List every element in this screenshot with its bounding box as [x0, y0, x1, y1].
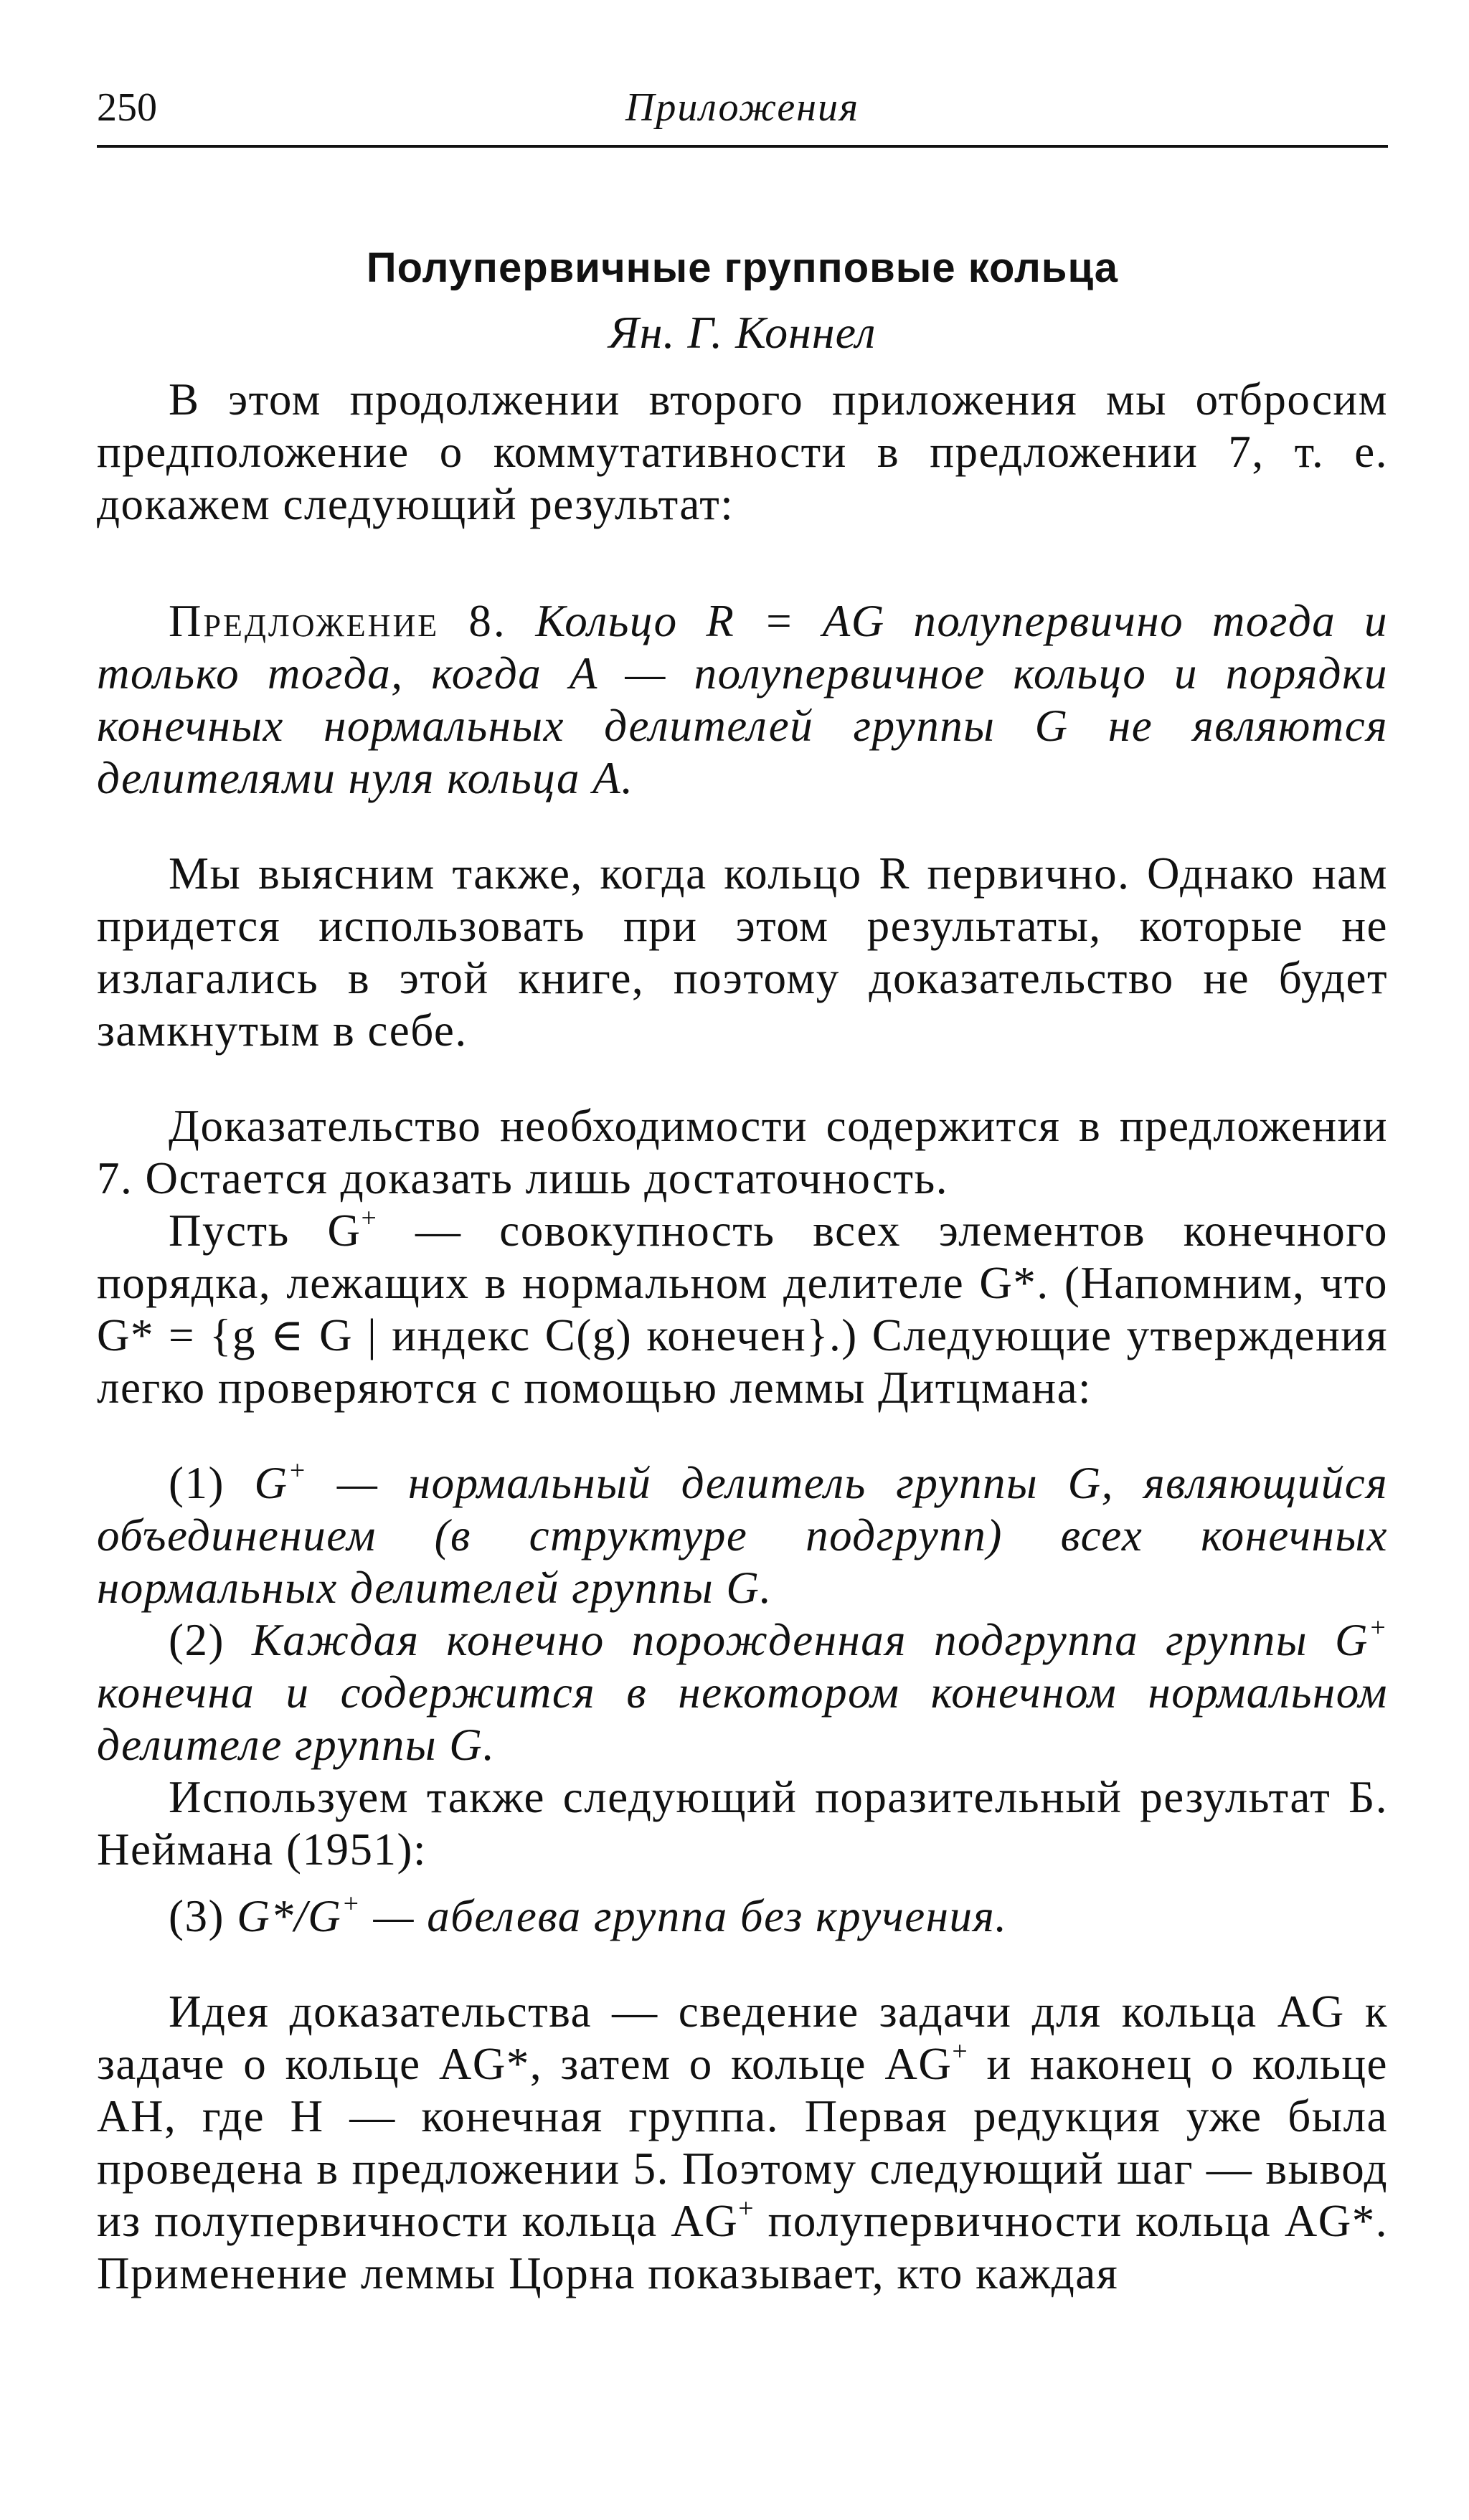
proof-idea-part-2: и наконец о кольце AH, где H — конечная группа. Первая редукция уже была проведена в предложении 5. Поэтому следующий шаг — вывод из полупервичности кольца AG [97, 2039, 1389, 2246]
superscript-plus: + [361, 1203, 378, 1233]
section-author: Ян. Г. Коннел [608, 307, 877, 358]
statement-2-start: Каждая конечно порожденная подгруппа группы G [251, 1615, 1369, 1665]
paragraph-prime: Мы выясним также, когда кольцо R первично. Однако нам придется использовать при этом результаты, которые не излагались в этой книге, поэтому доказательство не будет замкнутым в себе. [97, 848, 1388, 1056]
superscript-plus: + [952, 2036, 969, 2067]
paragraph-definition-start: Пусть G [169, 1205, 362, 1256]
paragraph-proof-idea [97, 1986, 1388, 2300]
section-title: Полупервичные групповые кольца [366, 245, 1119, 291]
proposition-label: Предложение 8. [169, 596, 507, 646]
superscript-plus: + [738, 2193, 755, 2224]
running-head [97, 79, 1388, 143]
statement-3 [97, 1890, 1388, 1943]
statement-1 [97, 1457, 1388, 1614]
proposition-statement: Кольцо R = AG полупервично тогда и только тогда, когда A — полупервичное кольцо и порядки конечных нормальных делителей группы G не являются делителями нуля кольца A. [97, 596, 1389, 803]
proof-idea-part-1: Идея доказательства — сведение задачи для кольца AG к задаче о кольце AG*, затем о кольце AG [97, 1986, 1388, 2089]
paragraph-intro: В этом продолжении второго приложения мы отбросим предположение о коммутативности в предложении 7, т. е. докажем следующий результат: [97, 374, 1388, 529]
statement-3-label: (3) [169, 1891, 237, 1941]
book-page [97, 79, 1388, 2445]
superscript-plus: + [288, 1455, 308, 1486]
proposition-8 [97, 595, 1388, 805]
paragraph-definition [97, 1205, 1388, 1414]
statement-2 [97, 1614, 1388, 1771]
statement-1-start: G [254, 1458, 288, 1508]
statement-1-rest: — нормальный делитель группы G, являющийся объединением (в структуре подгрупп) всех конечных нормальных делителей группы G. [97, 1458, 1388, 1613]
paragraph-definition-rest: — совокупность всех элементов конечного порядка, лежащих в нормальном делителе G*. (Напомним, что G* = {g ∈ G | индекс C(g) конечен}.) Следующие утверждения легко проверяются с помощью леммы Дитцмана: [97, 1205, 1388, 1413]
statement-3-start: G*/G [237, 1891, 342, 1941]
proof-idea-part-3: полупервичности кольца AG*. Применение леммы Цорна показывает, кто каждая [97, 2196, 1388, 2298]
paragraph-necessity: Доказательство необходимости содержится в предложении 7. Остается доказать лишь достаточность. [97, 1101, 1388, 1203]
statement-1-label: (1) [169, 1458, 255, 1508]
statement-2-label: (2) [169, 1615, 252, 1665]
paragraph-neumann: Используем также следующий поразительный результат Б. Неймана (1951): [97, 1772, 1388, 1875]
page-number: 250 [97, 85, 157, 130]
header-rule [97, 145, 1388, 148]
statement-2-rest: конечна и содержится в некотором конечном нормальном делителе группы G. [97, 1667, 1388, 1770]
running-title: Приложения [625, 85, 860, 130]
superscript-plus: + [1369, 1612, 1389, 1643]
statement-3-rest: — абелева группа без кручения. [361, 1891, 1008, 1941]
superscript-plus: + [341, 1888, 362, 1919]
